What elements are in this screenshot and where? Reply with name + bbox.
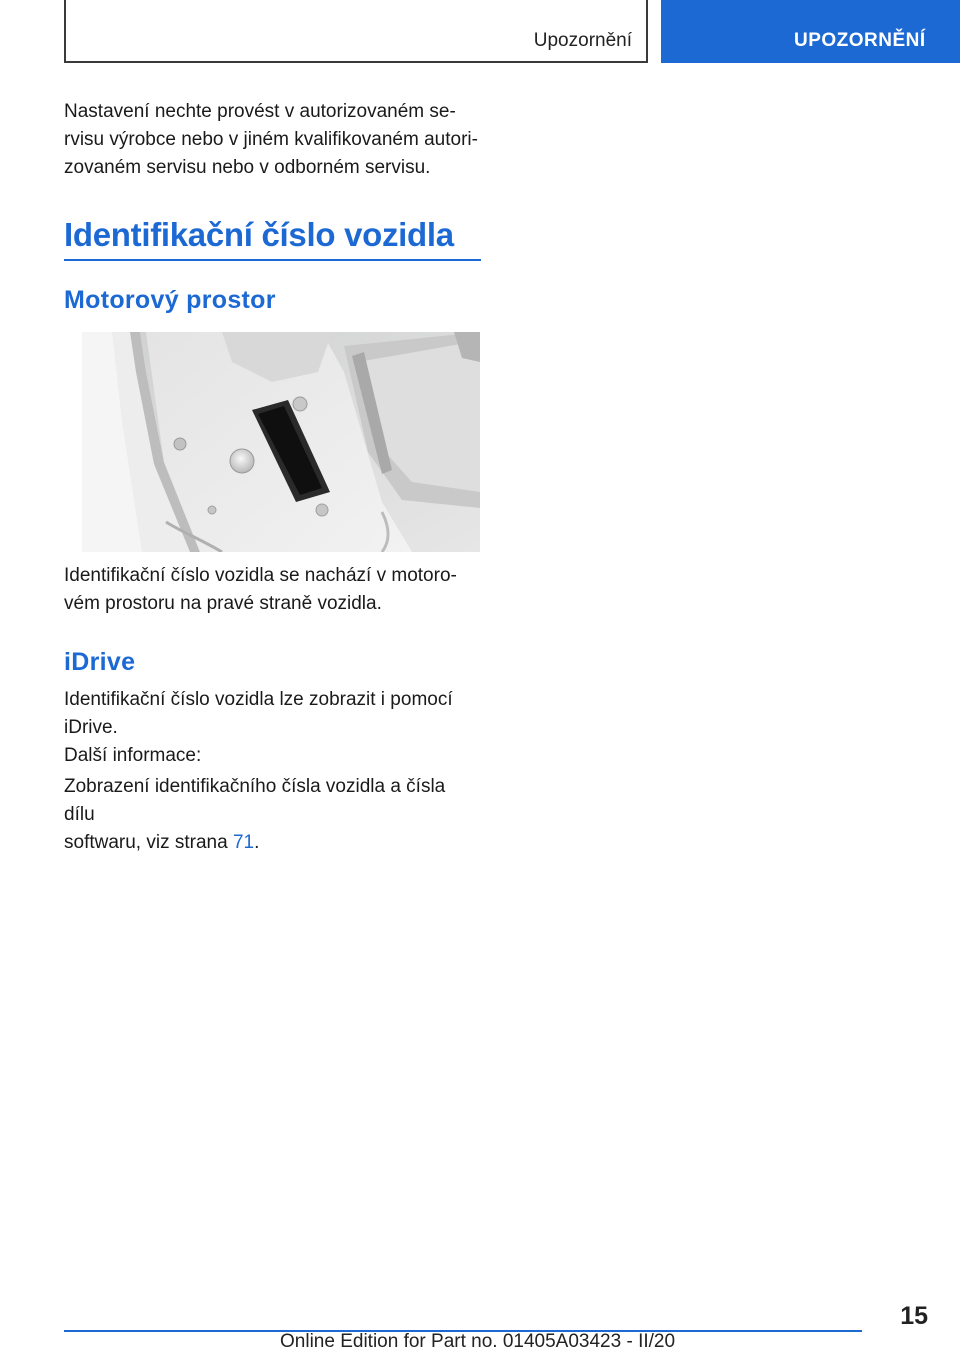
text-line: softwaru, viz strana (64, 832, 233, 853)
text-line: Nastavení nechte provést v autorizovaném se‐ (64, 101, 456, 122)
footer-edition-text: Online Edition for Part no. 01405A03423 - II/20 (280, 1331, 676, 1352)
intro-paragraph (64, 98, 480, 182)
text-line: Identifikační číslo vozidla se nachází v motoro‐ (64, 565, 457, 586)
header-section-title: Upozornění (533, 30, 632, 51)
idrive-paragraph (64, 686, 480, 742)
text-line: . (254, 832, 260, 853)
subheading-engine: Motorový prostor (64, 286, 276, 314)
header-chapter-label: UPOZORNĚNÍ (794, 30, 926, 51)
engine-paragraph (64, 562, 480, 618)
heading-rule (64, 259, 481, 261)
text-line: vém prostoru na pravé straně vozidla. (64, 593, 382, 614)
page-reference-link[interactable]: 71 (232, 832, 255, 853)
reference-paragraph (64, 773, 480, 857)
text-line: iDrive. (64, 717, 118, 738)
text-line: rvisu výrobce nebo v jiném kvalifikovaném autori‐ (64, 129, 478, 150)
header-chapter-tab[interactable] (661, 0, 960, 63)
more-info-label: Další informace: (64, 745, 202, 766)
engine-compartment-photo (82, 332, 480, 552)
subheading-idrive: iDrive (64, 648, 136, 676)
text-line: Identifikační číslo vozidla lze zobrazit i pomocí (64, 689, 453, 710)
page-number: 15 (900, 1302, 928, 1330)
text-line: Zobrazení identifikačního čísla vozidla a čísla dílu (64, 776, 446, 825)
section-heading: Identifikační číslo vozidla (64, 216, 454, 253)
text-line: zovaném servisu nebo v odborném servisu. (64, 157, 431, 178)
header-section-box (64, 0, 648, 63)
